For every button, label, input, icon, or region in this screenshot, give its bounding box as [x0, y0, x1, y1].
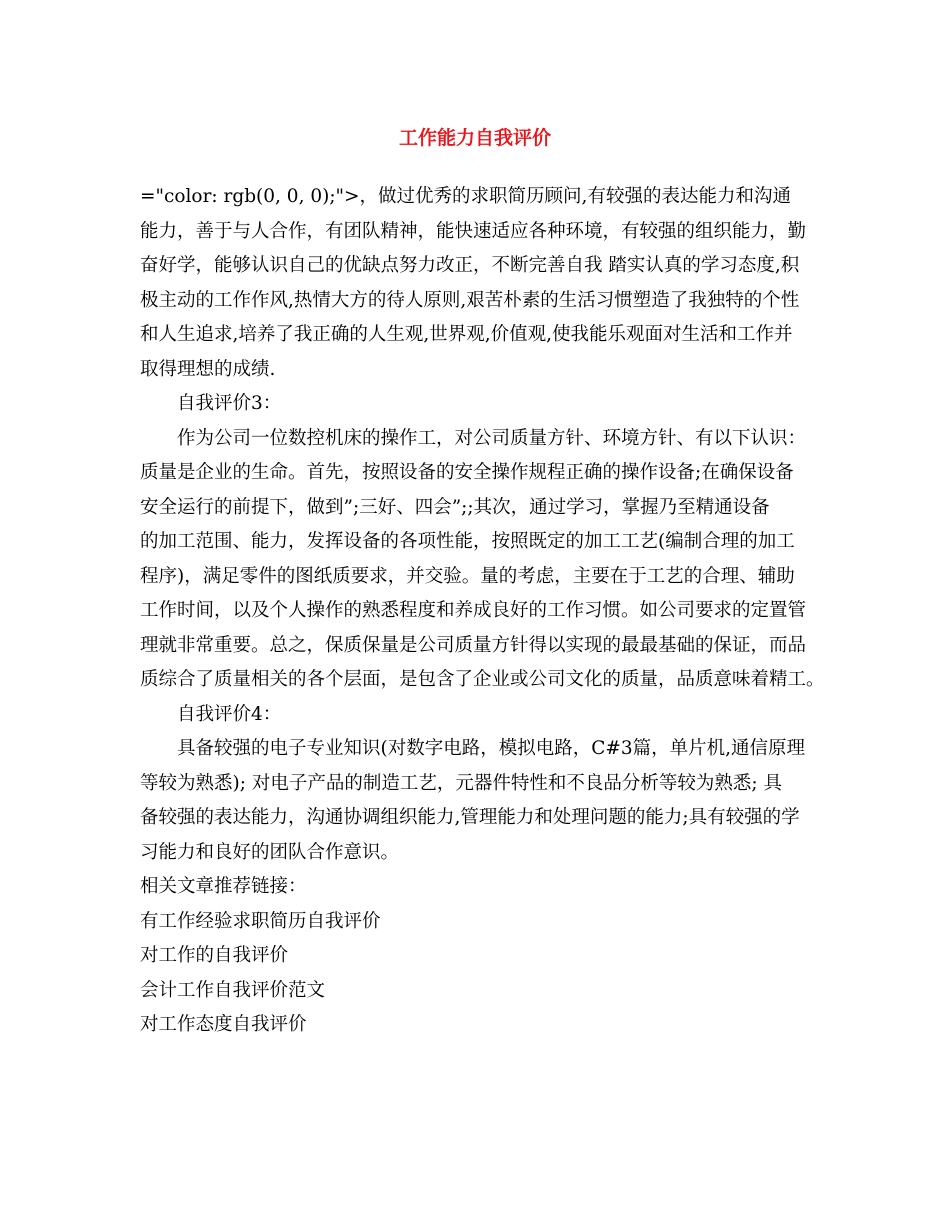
text-line: 等较为熟悉); 对电子产品的制造工艺，元器件特性和不良品分析等较为熟悉; 具: [140, 772, 782, 794]
text-line: 具备较强的电子专业知识(对数字电路，模拟电路，C#3篇，单片机,通信原理: [177, 738, 806, 759]
related-article-link[interactable]: 有工作经验求职简历自我评价: [140, 910, 381, 932]
text-line: 作为公司一位数控机床的操作工，对公司质量方针、环境方针、有以下认识：: [177, 427, 807, 449]
document-body: [140, 180, 830, 1043]
section-heading-4: 自我评价4：: [177, 703, 282, 725]
paragraph-evaluation-4: [140, 732, 830, 870]
text-line: 取得理想的成绩.: [140, 358, 276, 380]
text-line: 备较强的表达能力，沟通协调组织能力,管理能力和处理问题的能力;具有较强的学: [140, 807, 800, 828]
text-line: 安全运行的前提下，做到”;三好、四会”;;其次，通过学习，掌握乃至精通设备: [140, 496, 770, 518]
related-article-link[interactable]: 对工作态度自我评价: [140, 1014, 307, 1035]
text-line: 习能力和良好的团队合作意识。: [140, 841, 400, 863]
text-line: 能力，善于与人合作，有团队精神，能快速适应各种环境，有较强的组织能力，勤: [140, 220, 807, 242]
text-line: 奋好学，能够认识自己的优缺点努力改正，不断完善自我 踏实认真的学习态度,积: [140, 255, 800, 276]
document-title: 工作能力自我评价: [398, 127, 551, 149]
text-line: 极主动的工作作风,热情大方的待人原则,艰苦朴素的生活习惯塑造了我独特的个性: [140, 289, 800, 311]
text-line: 质量是企业的生命。首先，按照设备的安全操作规程正确的操作设备;在确保设备: [140, 462, 794, 483]
related-article-link[interactable]: 对工作的自我评价: [140, 945, 289, 966]
text-line: 和人生追求,培养了我正确的人生观,世界观,价值观,使我能乐观面对生活和工作并: [140, 324, 793, 345]
text-line: 质综合了质量相关的各个层面，是包含了企业或公司文化的质量，品质意味着精工。: [140, 669, 825, 690]
text-line: 的加工范围、能力，发挥设备的各项性能，按照既定的加工工艺(编制合理的加工: [140, 531, 795, 552]
text-line: ="color: rgb(0, 0, 0);">，做过优秀的求职简历顾问,有较强的表达能力和沟通: [140, 186, 791, 207]
section-heading-3: 自我评价3：: [177, 393, 282, 414]
related-article-link[interactable]: 会计工作自我评价范文: [140, 979, 326, 1001]
related-articles-heading: 相关文章推荐链接：: [140, 876, 307, 897]
paragraph-intro: [140, 180, 830, 387]
paragraph-evaluation-3: [140, 422, 830, 698]
related-articles-list: [140, 905, 830, 1043]
text-line: 工作时间，以及个人操作的熟悉程度和养成良好的工作习惯。如公司要求的定置管: [140, 600, 807, 621]
text-line: 理就非常重要。总之，保质保量是公司质量方针得以实现的最最基础的保证，而品: [140, 634, 807, 656]
text-line: 程序)，满足零件的图纸质要求，并交验。量的考虑，主要在于工艺的合理、辅助: [140, 565, 795, 587]
